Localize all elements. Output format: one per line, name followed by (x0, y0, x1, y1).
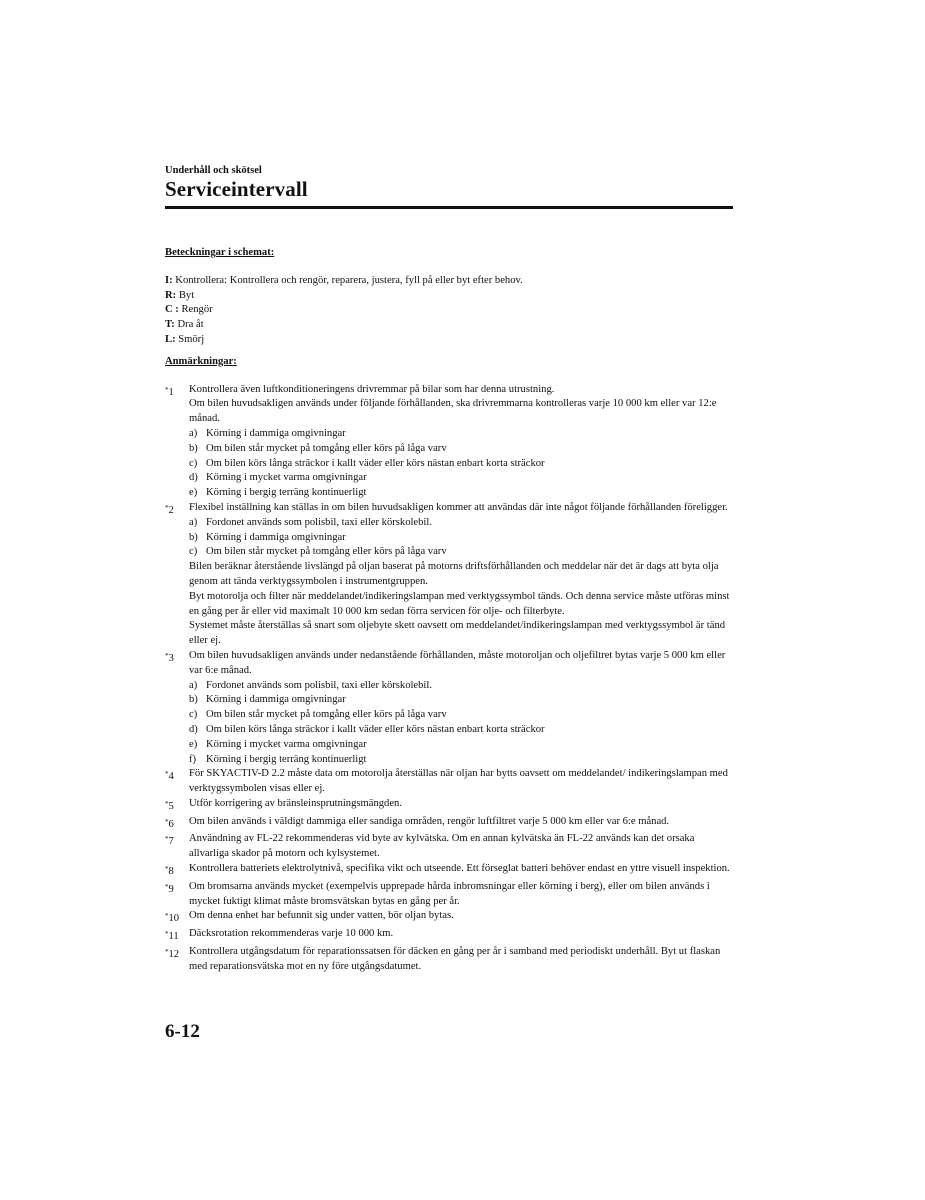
note-line: Bilen beräknar återstående livslängd på oljan baserat på motorns driftsförhållanden och meddelar när det är dags att byta olja genom att tända verktygssymbolen i instrumentgruppen. (189, 561, 719, 587)
note-asterisk: * (165, 835, 169, 844)
note-asterisk: * (165, 385, 169, 394)
notes-heading: Anmärkningar: (165, 355, 237, 367)
note-number-text: 3 (168, 652, 174, 664)
note-sub-item (189, 545, 735, 560)
note-asterisk: * (165, 912, 169, 921)
legend-item (165, 274, 735, 289)
legend-key: T: (165, 319, 175, 331)
note-line: Om bilen används i väldigt dammiga eller sandiga områden, rengör luftfiltret varje 5 000 km eller var 6:e månad. (189, 815, 670, 827)
sub-text: Om bilen står mycket på tomgång eller körs på låga varv (206, 709, 447, 721)
sub-letter: e) (189, 487, 198, 499)
legend-list (165, 274, 735, 348)
note-sub-item (189, 693, 735, 708)
note-sub-item (189, 753, 735, 768)
legend-text: Kontrollera: Kontrollera och rengör, reparera, justera, fyll på eller byt efter behov. (172, 274, 523, 286)
sub-text: Fordonet används som polisbil, taxi eller körskolebil. (206, 679, 432, 691)
note-number (165, 909, 189, 927)
note-number-text: 10 (168, 913, 180, 925)
note-item (165, 832, 735, 862)
note-number-text: 8 (168, 866, 174, 878)
note-line: Kontrollera utgångsdatum för reparationssatsen för däcken en gång per år i samband med periodiskt underhåll. Byt ut flaskan med reparationsvätska mot en ny före utgångsdatumet. (189, 946, 721, 972)
sub-text: Om bilen står mycket på tomgång eller körs på låga varv (206, 546, 447, 558)
note-number (165, 832, 189, 862)
sub-text: Körning i dammiga omgivningar (206, 694, 346, 706)
sub-letter: d) (189, 723, 198, 735)
legend-item (165, 333, 735, 348)
note-body (189, 927, 735, 945)
note-number-text: 12 (168, 949, 180, 961)
note-body (189, 501, 735, 649)
note-body (189, 945, 735, 975)
note-number (165, 927, 189, 945)
note-sub-item (189, 427, 735, 442)
note-asterisk: * (165, 799, 169, 808)
note-sub-item (189, 471, 735, 486)
legend-key: C : (165, 304, 179, 316)
note-body (189, 832, 735, 862)
note-number-text: 1 (168, 386, 174, 398)
legend-text: Smörj (175, 333, 205, 345)
note-item (165, 815, 735, 833)
note-sub-item (189, 723, 735, 738)
legend-item (165, 289, 735, 304)
note-number (165, 880, 189, 910)
note-asterisk: * (165, 882, 169, 891)
note-item (165, 862, 735, 880)
note-asterisk: * (165, 930, 169, 939)
note-body (189, 797, 735, 815)
page-content (165, 246, 735, 975)
note-asterisk: * (165, 817, 169, 826)
note-sub-item (189, 457, 735, 472)
note-item (165, 945, 735, 975)
note-body (189, 767, 735, 797)
sub-text: Körning i dammiga omgivningar (206, 531, 346, 543)
sub-text: Fordonet används som polisbil, taxi eller körskolebil. (206, 516, 432, 528)
title-rule (165, 206, 733, 209)
note-line: Kontrollera batteriets elektrolytnivå, specifika vikt och utseende. Ett förseglat batteri behöver endast en yttre visuell inspektion. (189, 863, 730, 875)
note-body (189, 383, 735, 501)
sub-letter: b) (189, 531, 198, 543)
note-line: Om bilen huvudsakligen används under följande förhållanden, ska drivremmarna kontrolleras varje 10 000 km eller var 12:e månad. (189, 398, 717, 425)
note-body (189, 815, 735, 833)
note-item (165, 880, 735, 910)
notes-list (165, 383, 735, 975)
sub-text: Körning i bergig terräng kontinuerligt (206, 753, 367, 765)
note-line: Om bilen huvudsakligen används under nedanstående förhållanden, måste motoroljan och oljefiltret bytas varje 5 000 km eller var 6:e månad. (189, 649, 726, 676)
sub-text: Körning i mycket varma omgivningar (206, 738, 367, 750)
note-number (165, 862, 189, 880)
sub-letter: a) (189, 516, 198, 528)
legend-text: Rengör (178, 304, 213, 316)
note-asterisk: * (165, 503, 169, 512)
sub-text: Om bilen körs långa sträckor i kallt väder eller körs nästan enbart korta sträckor (206, 723, 545, 735)
sub-letter: e) (189, 738, 198, 750)
page-number: 6-12 (165, 1021, 200, 1042)
note-line: Om denna enhet har befunnit sig under vatten, bör oljan bytas. (189, 910, 454, 922)
note-number-text: 6 (168, 818, 174, 830)
sub-text: Om bilen står mycket på tomgång eller körs på låga varv (206, 442, 447, 454)
note-sub-item (189, 486, 735, 501)
note-number (165, 945, 189, 975)
note-sub-item (189, 516, 735, 531)
note-line: Byt motorolja och filter när meddelandet/indikeringslampan med verktygssymbol tänds. Och denna service måste utföras minst en gång per år eller vid maximalt 10 000 km sedan förra servicen för olje- och filterbyte. (189, 590, 730, 617)
sub-letter: b) (189, 442, 198, 454)
sub-letter: f) (189, 753, 197, 765)
note-sub-item (189, 738, 735, 753)
note-sub-item (189, 442, 735, 457)
note-line: Utför korrigering av bränsleinsprutningsmängden. (189, 797, 403, 809)
note-item (165, 649, 735, 767)
sub-letter: a) (189, 427, 198, 439)
legend-heading: Beteckningar i schemat: (165, 247, 275, 258)
note-body (189, 862, 735, 880)
sub-letter: b) (189, 694, 198, 706)
legend-key: R: (165, 289, 177, 301)
page-title: Serviceintervall (165, 177, 308, 201)
note-asterisk: * (165, 948, 169, 957)
note-number-text: 7 (168, 836, 174, 848)
note-body (189, 909, 735, 927)
note-item (165, 927, 735, 945)
note-item (165, 501, 735, 649)
note-number-text: 11 (168, 931, 179, 943)
sub-letter: c) (189, 709, 198, 721)
note-line: Användning av FL-22 rekommenderas vid byte av kylvätska. Om en annan kylvätska än FL-22 används kan det orsaka allvarliga skador på motorn och kylsystemet. (189, 833, 695, 860)
note-line: Om bromsarna används mycket (exempelvis upprepade hårda inbromsningar eller körning i berg), eller om bilen används i mycket fuktigt klimat måste bromsvätskan bytas en gång per år. (189, 880, 710, 907)
legend-key: L: (165, 333, 176, 345)
note-asterisk: * (165, 865, 169, 874)
note-number-text: 2 (168, 504, 174, 516)
note-sub-item (189, 708, 735, 723)
note-asterisk: * (165, 770, 169, 779)
note-number-text: 5 (168, 800, 174, 812)
note-number (165, 383, 189, 501)
legend-key: I: (165, 274, 173, 286)
note-number (165, 501, 189, 649)
sub-letter: c) (189, 457, 198, 469)
note-number-text: 9 (168, 883, 174, 895)
note-asterisk: * (165, 651, 169, 660)
note-body (189, 880, 735, 910)
note-sub-item (189, 679, 735, 694)
note-item (165, 909, 735, 927)
note-sub-item (189, 531, 735, 546)
note-number (165, 767, 189, 797)
note-item (165, 797, 735, 815)
note-number (165, 649, 189, 767)
section-label: Underhåll och skötsel (165, 165, 262, 176)
note-line: Kontrollera även luftkonditioneringens drivremmar på bilar som har denna utrustning. (189, 383, 555, 395)
note-item (165, 767, 735, 797)
note-line: Däcksrotation rekommenderas varje 10 000 km. (189, 928, 394, 940)
legend-text: Byt (176, 289, 195, 301)
note-line: Systemet måste återställas så snart som oljebyte skett oavsett om meddelandet/indikeringslampan med verktygssymbol är tänd eller ej. (189, 620, 726, 647)
sub-text: Körning i bergig terräng kontinuerligt (206, 487, 367, 499)
legend-item (165, 303, 735, 318)
note-number (165, 815, 189, 833)
legend-text: Dra åt (174, 319, 204, 331)
sub-letter: d) (189, 472, 198, 484)
sub-letter: a) (189, 679, 198, 691)
note-number (165, 797, 189, 815)
note-body (189, 649, 735, 767)
note-item (165, 383, 735, 501)
note-number-text: 4 (168, 771, 174, 783)
sub-text: Om bilen körs långa sträckor i kallt väder eller körs nästan enbart korta sträckor (206, 457, 545, 469)
note-line: För SKYACTIV-D 2.2 måste data om motorolja återställas när oljan har bytts oavsett om meddelandet/ indikeringslampan med verktygssymbolen visas eller ej. (189, 768, 728, 795)
legend-item (165, 318, 735, 333)
sub-text: Körning i dammiga omgivningar (206, 427, 346, 439)
note-line: Flexibel inställning kan ställas in om bilen huvudsakligen kommer att användas där inte något följande förhållanden föreligger. (189, 501, 728, 513)
sub-text: Körning i mycket varma omgivningar (206, 472, 367, 484)
sub-letter: c) (189, 546, 198, 558)
